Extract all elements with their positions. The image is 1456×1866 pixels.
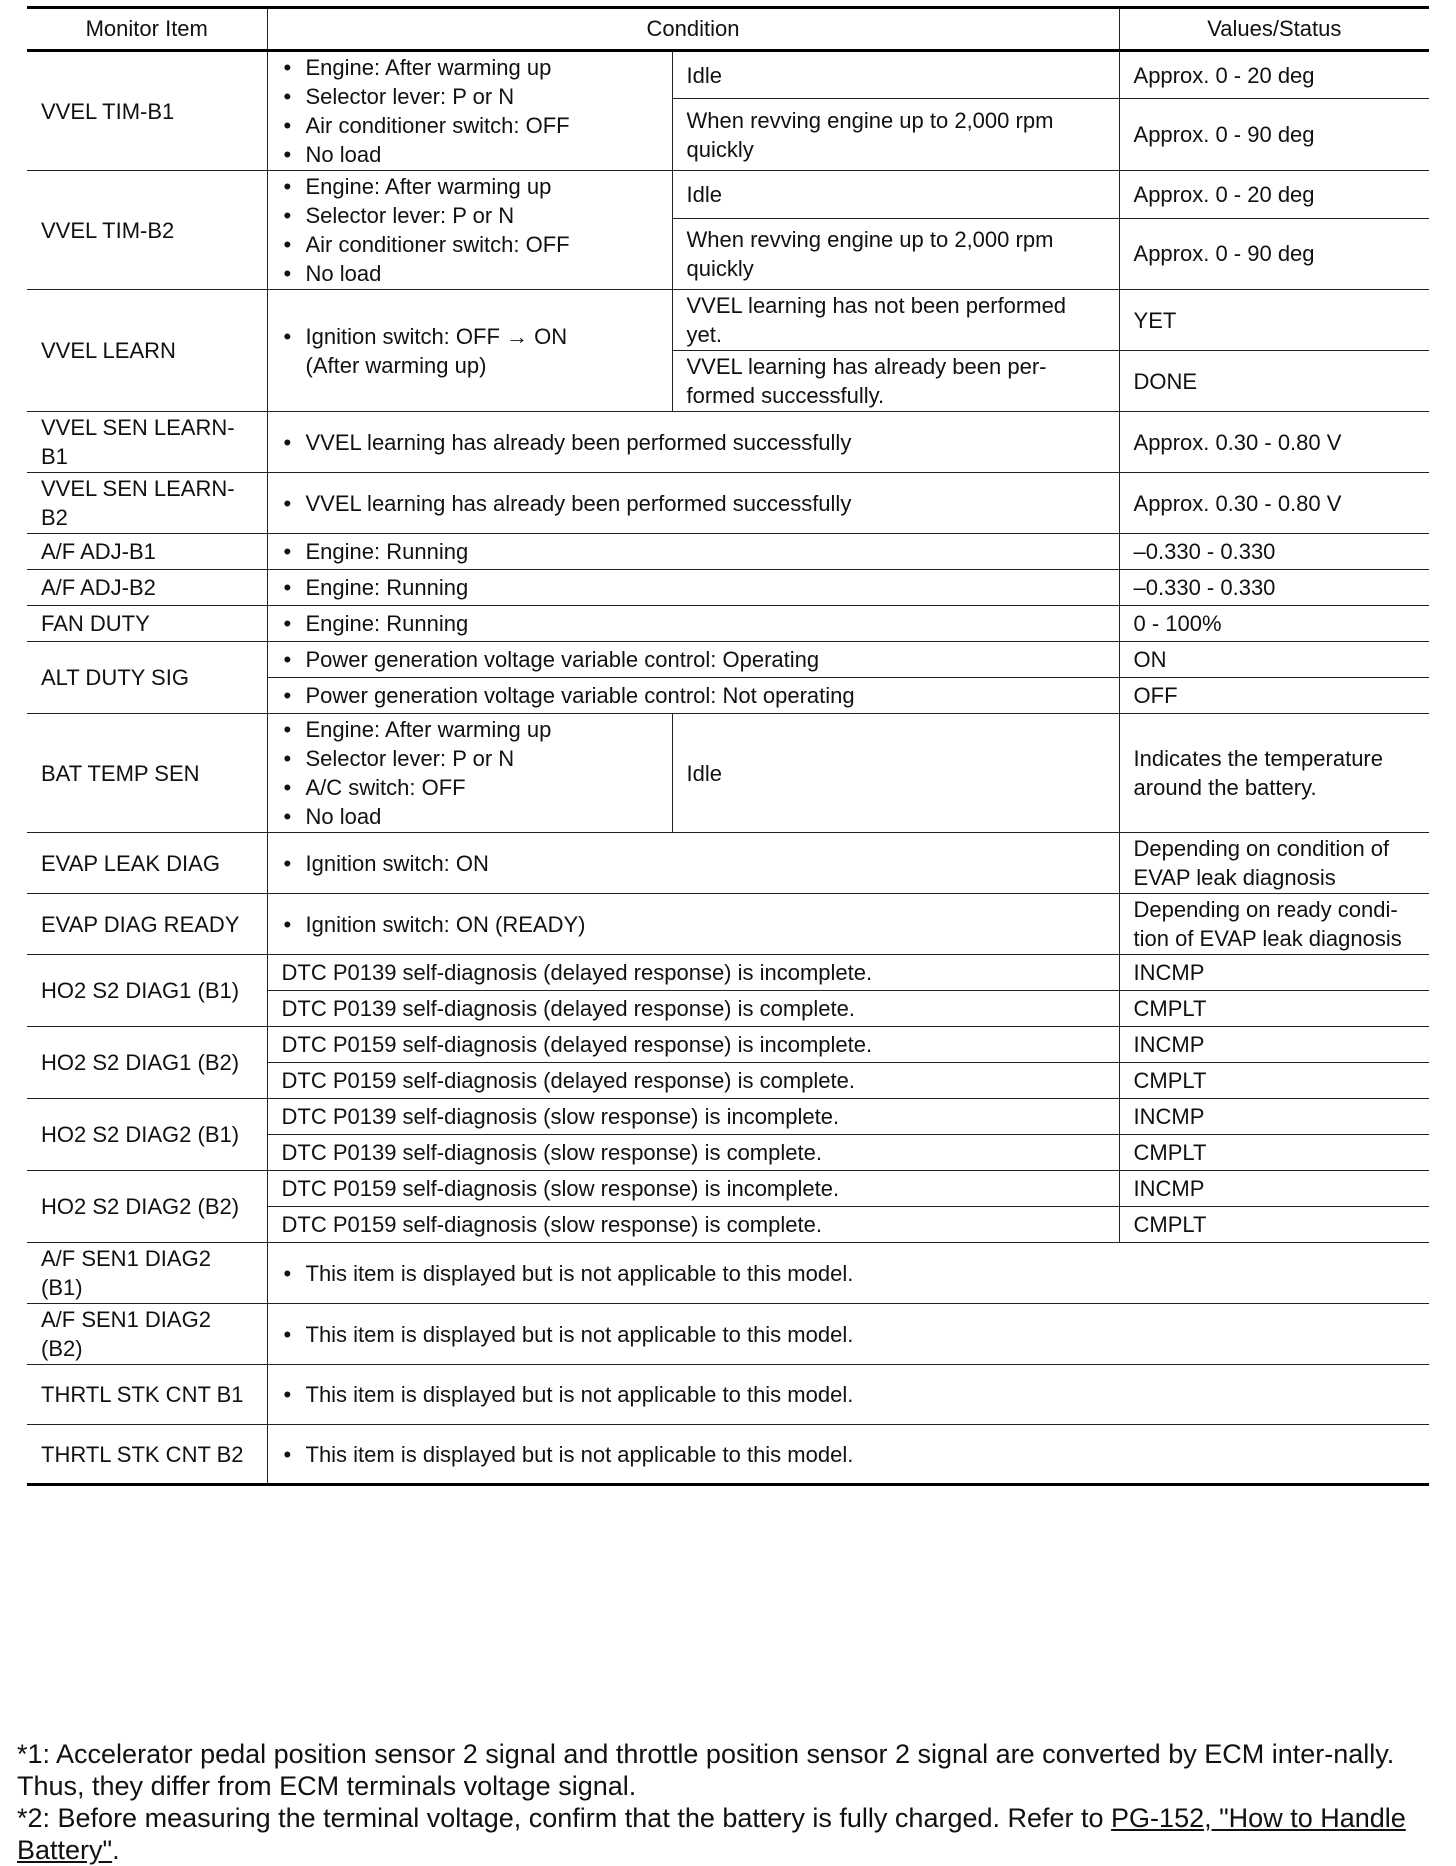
- condition-cell: [267, 1365, 1429, 1425]
- monitor-item-cell: A/F ADJ-B1: [27, 534, 267, 570]
- condition-cell: DTC P0159 self-diagnosis (delayed response) is complete.: [267, 1063, 1119, 1099]
- value-cell: DONE: [1119, 351, 1429, 412]
- table-row: [27, 473, 1429, 534]
- condition-list: [282, 537, 1105, 566]
- table-row: [27, 642, 1429, 678]
- table-row: [27, 1099, 1429, 1135]
- condition-cell: DTC P0159 self-diagnosis (slow response) is complete.: [267, 1207, 1119, 1243]
- sub-condition-cell: Idle: [672, 171, 1119, 219]
- condition-cell: [267, 1425, 1429, 1485]
- table-row: [27, 570, 1429, 606]
- monitor-item-cell: A/F SEN1 DIAG2 (B2): [27, 1304, 267, 1365]
- condition-cell: [267, 1243, 1429, 1304]
- value-cell: Approx. 0 - 90 deg: [1119, 99, 1429, 171]
- condition-cell: [267, 642, 1119, 678]
- value-cell: CMPLT: [1119, 1063, 1429, 1099]
- monitor-item-cell: THRTL STK CNT B1: [27, 1365, 267, 1425]
- footnote-2-end: .: [112, 1835, 120, 1865]
- table-row: [27, 894, 1429, 955]
- list-item: [282, 322, 658, 380]
- value-cell: –0.330 - 0.330: [1119, 570, 1429, 606]
- condition-list: [282, 609, 1105, 638]
- table-row: [27, 290, 1429, 351]
- list-item: • Power generation voltage variable control: Operating: [282, 645, 1105, 674]
- list-item: • No load: [282, 259, 658, 288]
- monitor-item-cell: HO2 S2 DIAG1 (B2): [27, 1027, 267, 1099]
- sub-condition-cell: When revving engine up to 2,000 rpm quickly: [672, 218, 1119, 289]
- monitor-item-cell: A/F ADJ-B2: [27, 570, 267, 606]
- value-cell: Approx. 0 - 90 deg: [1119, 218, 1429, 289]
- value-cell: CMPLT: [1119, 991, 1429, 1027]
- sub-condition-cell: VVEL learning has not been performed yet.: [672, 290, 1119, 351]
- condition-cell: [267, 412, 1119, 473]
- table-row: [27, 1304, 1429, 1365]
- condition-note: (After warming up): [305, 352, 487, 378]
- header-monitor-item: Monitor Item: [27, 8, 267, 51]
- table-row: [27, 1365, 1429, 1425]
- list-item: • No load: [282, 140, 658, 169]
- table-row: [27, 534, 1429, 570]
- monitor-item-cell: HO2 S2 DIAG2 (B1): [27, 1099, 267, 1171]
- monitor-item-cell: THRTL STK CNT B2: [27, 1425, 267, 1485]
- monitor-item-cell: BAT TEMP SEN: [27, 714, 267, 833]
- monitor-item-cell: EVAP DIAG READY: [27, 894, 267, 955]
- list-item: • A/C switch: OFF: [282, 773, 658, 802]
- condition-list: [282, 849, 1105, 878]
- monitor-item-cell: VVEL TIM-B1: [27, 51, 267, 171]
- table-row: [27, 714, 1429, 833]
- footnotes: [17, 1738, 1439, 1866]
- condition-list: [282, 645, 1105, 674]
- value-cell: YET: [1119, 290, 1429, 351]
- footnote-1: *1: Accelerator pedal position sensor 2 signal and throttle position sensor 2 signal are converted by ECM inter-nally. Thus, they differ from ECM terminals voltage signal.: [17, 1739, 1395, 1801]
- list-item: • Engine: Running: [282, 609, 1105, 638]
- table-row: [27, 171, 1429, 219]
- table-row: [27, 606, 1429, 642]
- condition-text: Ignition switch: OFF → ON: [305, 323, 568, 349]
- value-cell: Approx. 0 - 20 deg: [1119, 51, 1429, 99]
- list-item: • Engine: After warming up: [282, 715, 658, 744]
- monitor-item-cell: VVEL LEARN: [27, 290, 267, 412]
- value-cell: Indicates the temperature around the battery.: [1119, 714, 1429, 833]
- condition-cell: [267, 290, 672, 412]
- condition-cell: DTC P0139 self-diagnosis (delayed response) is complete.: [267, 991, 1119, 1027]
- condition-cell: [267, 894, 1119, 955]
- table-header-row: [27, 8, 1429, 51]
- condition-cell: [267, 606, 1119, 642]
- value-cell: 0 - 100%: [1119, 606, 1429, 642]
- condition-cell: [267, 51, 672, 171]
- condition-cell: [267, 1304, 1429, 1365]
- monitor-item-cell: EVAP LEAK DIAG: [27, 833, 267, 894]
- value-cell: Depending on condition of EVAP leak diagnosis: [1119, 833, 1429, 894]
- condition-cell: [267, 714, 672, 833]
- condition-list: [282, 172, 658, 288]
- value-cell: Approx. 0.30 - 0.80 V: [1119, 473, 1429, 534]
- condition-list: [282, 1259, 1416, 1288]
- table-row: [27, 833, 1429, 894]
- table-row: [27, 1027, 1429, 1063]
- value-cell: CMPLT: [1119, 1135, 1429, 1171]
- monitor-item-table: [27, 6, 1429, 1486]
- condition-cell: [267, 833, 1119, 894]
- table-row: [27, 412, 1429, 473]
- value-cell: Approx. 0 - 20 deg: [1119, 171, 1429, 219]
- list-item: • Engine: After warming up: [282, 53, 658, 82]
- list-item: • Engine: After warming up: [282, 172, 658, 201]
- header-values-status: Values/Status: [1119, 8, 1429, 51]
- monitor-item-cell: VVEL TIM-B2: [27, 171, 267, 290]
- monitor-item-cell: HO2 S2 DIAG1 (B1): [27, 955, 267, 1027]
- footnote-2-text: *2: Before measuring the terminal voltage, confirm that the battery is fully charged. Refer to: [17, 1803, 1112, 1833]
- header-condition: Condition: [267, 8, 1119, 51]
- footnote-2: [17, 1802, 1439, 1866]
- condition-list: [282, 53, 658, 169]
- condition-list: [282, 715, 658, 831]
- value-cell: INCMP: [1119, 955, 1429, 991]
- value-cell: INCMP: [1119, 1027, 1429, 1063]
- condition-list: [282, 322, 658, 380]
- condition-list: [282, 428, 1105, 457]
- sub-condition-cell: VVEL learning has already been per-formed successfully.: [672, 351, 1119, 412]
- value-cell: –0.330 - 0.330: [1119, 534, 1429, 570]
- list-item: • Power generation voltage variable control: Not operating: [282, 681, 1105, 710]
- list-item: • Ignition switch: ON (READY): [282, 910, 1105, 939]
- condition-list: [282, 1380, 1416, 1409]
- condition-cell: [267, 171, 672, 290]
- table-row: [27, 1243, 1429, 1304]
- table-row: [27, 955, 1429, 991]
- monitor-item-cell: HO2 S2 DIAG2 (B2): [27, 1171, 267, 1243]
- list-item: • Engine: Running: [282, 573, 1105, 602]
- condition-cell: DTC P0159 self-diagnosis (delayed response) is incomplete.: [267, 1027, 1119, 1063]
- condition-cell: DTC P0159 self-diagnosis (slow response) is incomplete.: [267, 1171, 1119, 1207]
- value-cell: Depending on ready condi-tion of EVAP leak diagnosis: [1119, 894, 1429, 955]
- table-row: [27, 51, 1429, 99]
- list-item: • VVEL learning has already been performed successfully: [282, 428, 1105, 457]
- condition-cell: DTC P0139 self-diagnosis (slow response) is complete.: [267, 1135, 1119, 1171]
- list-item: • No load: [282, 802, 658, 831]
- condition-list: [282, 573, 1105, 602]
- condition-list: [282, 1320, 1416, 1349]
- list-item: • Ignition switch: ON: [282, 849, 1105, 878]
- value-cell: Approx. 0.30 - 0.80 V: [1119, 412, 1429, 473]
- monitor-item-cell: A/F SEN1 DIAG2 (B1): [27, 1243, 267, 1304]
- monitor-item-cell: ALT DUTY SIG: [27, 642, 267, 714]
- list-item: • VVEL learning has already been performed successfully: [282, 489, 1105, 518]
- list-item: • Selector lever: P or N: [282, 82, 658, 111]
- condition-cell: DTC P0139 self-diagnosis (slow response) is incomplete.: [267, 1099, 1119, 1135]
- condition-cell: [267, 534, 1119, 570]
- value-cell: CMPLT: [1119, 1207, 1429, 1243]
- sub-condition-cell: When revving engine up to 2,000 rpm quickly: [672, 99, 1119, 171]
- table-row: [27, 1425, 1429, 1485]
- sub-condition-cell: Idle: [672, 51, 1119, 99]
- list-item: • Selector lever: P or N: [282, 744, 658, 773]
- condition-list: [282, 681, 1105, 710]
- list-item: • This item is displayed but is not applicable to this model.: [282, 1259, 1416, 1288]
- monitor-item-cell: VVEL SEN LEARN-B2: [27, 473, 267, 534]
- condition-list: [282, 489, 1105, 518]
- list-item: • Selector lever: P or N: [282, 201, 658, 230]
- monitor-item-cell: VVEL SEN LEARN-B1: [27, 412, 267, 473]
- list-item: • This item is displayed but is not applicable to this model.: [282, 1440, 1416, 1469]
- list-item: • Air conditioner switch: OFF: [282, 230, 658, 259]
- value-cell: INCMP: [1119, 1171, 1429, 1207]
- condition-cell: DTC P0139 self-diagnosis (delayed response) is incomplete.: [267, 955, 1119, 991]
- value-cell: ON: [1119, 642, 1429, 678]
- list-item: • Engine: Running: [282, 537, 1105, 566]
- condition-list: [282, 1440, 1416, 1469]
- table-row: [27, 1171, 1429, 1207]
- list-item: • This item is displayed but is not applicable to this model.: [282, 1380, 1416, 1409]
- value-cell: INCMP: [1119, 1099, 1429, 1135]
- list-item: • Air conditioner switch: OFF: [282, 111, 658, 140]
- condition-cell: [267, 678, 1119, 714]
- list-item: • This item is displayed but is not applicable to this model.: [282, 1320, 1416, 1349]
- condition-list: [282, 910, 1105, 939]
- sub-condition-cell: Idle: [672, 714, 1119, 833]
- battery-reference-link[interactable]: PG-152, "How to Handle Battery": [17, 1803, 1406, 1865]
- value-cell: OFF: [1119, 678, 1429, 714]
- monitor-item-cell: FAN DUTY: [27, 606, 267, 642]
- condition-cell: [267, 473, 1119, 534]
- condition-cell: [267, 570, 1119, 606]
